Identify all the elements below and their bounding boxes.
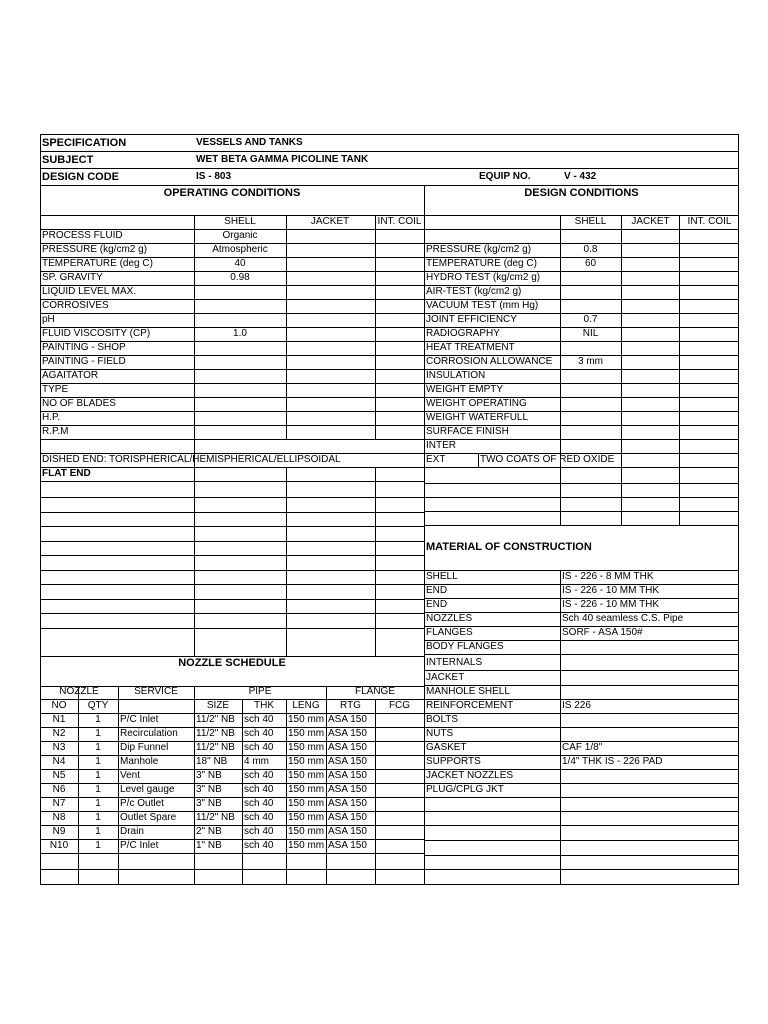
grid-line [424,727,739,728]
op-row-shell: Atmospheric [212,244,268,255]
nz-row-no: N4 [52,756,66,767]
nz-group-flange: FLANGE [354,686,395,697]
nz-row-size: 11/2" NB [196,714,235,725]
op-row-shell: 40 [234,258,246,269]
nz-row-rtg: ASA 150 [328,742,367,753]
moc-row-label: JACKET NOZZLES [426,770,514,781]
nz-row-thk: sch 40 [244,728,274,739]
grid-line [40,526,424,527]
grid-line [424,584,739,585]
ext-value: TWO COATS OF RED OXIDE [480,454,615,465]
center-divider [424,185,425,885]
grid-line [40,869,424,870]
nz-row-leng: 150 mm [288,728,325,739]
op-row-label: TEMPERATURE (deg C) [42,258,153,269]
moc-row-label: SUPPORTS [426,756,481,767]
nz-row-leng: 150 mm [288,812,325,823]
nz-row-rtg: ASA 150 [328,784,367,795]
nz-row-rtg: ASA 150 [328,728,367,739]
specification-value: VESSELS AND TANKS [196,137,303,148]
nz-row-size: 18" NB [196,756,228,767]
nz-group-service: SERVICE [134,686,178,697]
grid-line [242,699,243,885]
nz-row-size: 3" NB [196,784,222,795]
op-row-shell: 1.0 [233,328,247,339]
grid-line [424,257,739,258]
nz-row-qty: 1 [95,798,101,809]
op-row-label: NO OF BLADES [42,398,116,409]
grid-line [424,811,739,812]
op-col-int-coil: INT. COIL [377,216,422,227]
op-row-label: PROCESS FLUID [42,230,123,241]
ds-row-label: WEIGHT OPERATING [426,398,527,409]
nz-group-nozzle: NOZZLE [59,686,99,697]
ds-row-label: SURFACE FINISH [426,426,509,437]
grid-line [286,467,287,656]
moc-row-value: IS 226 [562,700,591,711]
nz-row-rtg: ASA 150 [328,826,367,837]
moc-row-label: NOZZLES [426,613,473,624]
grid-line [40,613,424,614]
subject-label: SUBJECT [42,154,94,166]
moc-row-label: INTERNALS [426,657,483,668]
grid-line [424,299,739,300]
grid-line [194,686,195,885]
ds-row-label: WEIGHT EMPTY [426,384,504,395]
grid-line [40,656,424,657]
ds-row-shell: 60 [584,258,597,269]
nz-row-thk: sch 40 [244,714,274,725]
grid-line [424,612,739,613]
moc-row-value: IS - 226 - 10 MM THK [562,585,660,596]
nz-row-leng: 150 mm [288,714,325,725]
grid-line [40,425,424,426]
nz-row-service: Vent [120,770,141,781]
moc-row-label: GASKET [426,742,467,753]
grid-line [40,713,424,714]
moc-row-label: NUTS [426,728,454,739]
grid-line [40,512,424,513]
equip-no-label: EQUIP NO. [479,171,531,182]
grid-line [326,686,327,885]
grid-line [40,453,424,454]
moc-row-label: BODY FLANGES [426,641,504,652]
ds-col-shell: SHELL [574,216,607,227]
nz-row-rtg: ASA 150 [328,840,367,851]
nz-row-no: N7 [52,798,66,809]
grid-line [424,640,739,641]
grid-line [40,584,424,585]
grid-line [40,285,424,286]
nz-row-size: 3" NB [196,798,222,809]
grid-line [424,453,739,454]
nz-row-service: Manhole [120,756,159,767]
ds-row-shell: NIL [582,328,599,339]
op-col-jacket: JACKET [310,216,350,227]
op-row-label: PAINTING - SHOP [42,342,126,353]
grid-line [40,699,424,700]
nz-row-no: N9 [52,826,66,837]
grid-line [40,355,424,356]
ds-row-shell: 0.8 [583,244,598,255]
grid-line [424,713,739,714]
grid-line [194,215,195,656]
grid-line [424,425,739,426]
grid-line [40,825,424,826]
nz-row-qty: 1 [95,812,101,823]
grid-line [478,453,479,467]
design-code-value: IS - 803 [196,171,232,182]
ds-col-int-coil: INT. COIL [687,216,732,227]
nz-col-rtg: RTG [340,700,361,711]
grid-line [40,769,424,770]
nz-col-thk: THK [254,700,274,711]
op-row-label: FLUID VISCOSITY (CP) [42,328,151,339]
grid-line [424,271,739,272]
grid-line [40,541,424,542]
nz-row-qty: 1 [95,756,101,767]
nz-row-qty: 1 [95,742,101,753]
nz-col-fcg: FCG [388,700,411,711]
ds-row-shell: 0.7 [583,314,598,325]
grid-line [424,397,739,398]
moc-row-value: SORF - ASA 150# [562,627,643,638]
nz-row-qty: 1 [95,784,101,795]
grid-line [424,670,739,671]
nz-row-qty: 1 [95,714,101,725]
divider [424,229,739,230]
grid-line [40,271,424,272]
grid-line [40,628,424,629]
grid-line [424,497,739,498]
nz-row-no: N6 [52,784,66,795]
subject-value: WET BETA GAMMA PICOLINE TANK [196,154,369,165]
nz-row-service: Recirculation [120,728,178,739]
nz-row-size: 2" NB [196,826,222,837]
specification-label: SPECIFICATION [42,137,127,149]
ds-row-label: INSULATION [426,370,486,381]
moc-row-label: SHELL [426,571,458,582]
grid-line [424,769,739,770]
grid-line [424,285,739,286]
nz-row-rtg: ASA 150 [328,770,367,781]
moc-title: MATERIAL OF CONSTRUCTION [426,541,592,553]
grid-line [424,685,739,686]
nz-row-thk: 4 mm [244,756,269,767]
moc-row-value: IS - 226 - 8 MM THK [562,571,654,582]
grid-line [424,755,739,756]
nz-row-rtg: ASA 150 [328,756,367,767]
nz-group-pipe: PIPE [248,686,272,697]
grid-line [375,215,376,440]
op-row-label: LIQUID LEVEL MAX. [42,286,137,297]
grid-line [40,599,424,600]
operating-title: OPERATING CONDITIONS [163,187,301,199]
ds-row-label: WEIGHT WATERFULL [426,412,529,423]
nz-row-thk: sch 40 [244,798,274,809]
nz-row-no: N5 [52,770,66,781]
grid-line [621,215,622,525]
grid-line [375,699,376,885]
nz-row-qty: 1 [95,770,101,781]
nz-row-leng: 150 mm [288,826,325,837]
nz-row-qty: 1 [95,840,101,851]
moc-row-value: Sch 40 seamless C.S. Pipe [562,613,684,624]
grid-line [40,783,424,784]
moc-row-label: END [426,599,448,610]
nz-row-size: 3" NB [196,770,222,781]
equip-no-value: V - 432 [564,171,597,182]
grid-line [424,483,739,484]
ext-label: EXT [426,454,446,465]
nz-row-service: Drain [120,826,144,837]
grid-line [424,855,739,856]
grid-line [560,570,561,885]
ds-row-label: PRESSURE (kg/cm2 g) [426,244,532,255]
nozzle-title: NOZZLE SCHEDULE [178,657,286,669]
grid-line [40,497,424,498]
grid-line [424,699,739,700]
op-row-label: AGAITATOR [42,370,99,381]
nz-row-rtg: ASA 150 [328,714,367,725]
grid-line [424,840,739,841]
nz-row-rtg: ASA 150 [328,798,367,809]
nz-row-thk: sch 40 [244,770,274,781]
grid-line [40,411,424,412]
nz-row-leng: 150 mm [288,784,325,795]
nz-row-rtg: ASA 150 [328,812,367,823]
grid-line [375,467,376,656]
grid-line [286,699,287,885]
grid-line [424,825,739,826]
grid-line [40,481,424,482]
nz-row-no: N8 [52,812,66,823]
nz-row-service: Level gauge [120,784,175,795]
nz-row-qty: 1 [95,728,101,739]
nz-col-no: NO [51,700,67,711]
grid-line [286,215,287,440]
grid-line [40,243,424,244]
nz-row-service: P/C Inlet [120,840,159,851]
nz-col-size: SIZE [206,700,230,711]
nz-row-service: P/C Inlet [120,714,159,725]
grid-line [40,257,424,258]
grid-line [40,853,424,854]
op-row-label: SP. GRAVITY [42,272,103,283]
ds-row-label: CORROSION ALLOWANCE [426,356,553,367]
moc-row-value: 1/4" THK IS - 226 PAD [562,756,663,767]
op-row-label: PRESSURE (kg/cm2 g) [42,244,148,255]
nz-row-service: Outlet Spare [120,812,177,823]
nz-row-leng: 150 mm [288,770,325,781]
ds-row-label: JOINT EFFICIENCY [426,314,517,325]
grid-line [560,215,561,525]
divider [40,151,739,152]
nz-row-thk: sch 40 [244,840,274,851]
grid-line [40,839,424,840]
grid-line [424,869,739,870]
grid-line [424,369,739,370]
ds-row-label: VACUUM TEST (mm Hg) [426,300,539,311]
nz-row-leng: 150 mm [288,798,325,809]
grid-line [40,741,424,742]
op-row-shell: 0.98 [230,272,250,283]
grid-line [40,369,424,370]
moc-row-value: CAF 1/8" [562,742,603,753]
grid-line [424,439,739,440]
grid-line [424,598,739,599]
inter-label: INTER [426,440,456,451]
grid-line [40,397,424,398]
ds-row-label: HYDRO TEST (kg/cm2 g) [426,272,541,283]
op-col-shell: SHELL [224,216,256,227]
grid-line [424,570,739,571]
nz-row-size: 11/2" NB [196,742,235,753]
nz-row-thk: sch 40 [244,826,274,837]
grid-line [424,355,739,356]
grid-line [424,741,739,742]
nz-row-no: N1 [52,714,66,725]
grid-line [679,215,680,525]
nz-row-service: P/c Outlet [120,798,164,809]
ds-row-label: HEAT TREATMENT [426,342,515,353]
nz-row-thk: sch 40 [244,742,274,753]
moc-row-label: FLANGES [426,627,473,638]
grid-line [118,686,119,885]
moc-row-label: JACKET [426,672,465,683]
op-row-label: R.P.M [42,426,69,437]
design-title: DESIGN CONDITIONS [524,187,639,199]
nz-row-service: Dip Funnel [120,742,169,753]
nz-row-thk: sch 40 [244,784,274,795]
grid-line [40,797,424,798]
ds-row-label: TEMPERATURE (deg C) [426,258,537,269]
grid-line [40,383,424,384]
grid-line [424,383,739,384]
nz-row-leng: 150 mm [288,840,325,851]
op-row-label: H.P. [42,412,61,423]
grid-line [424,327,739,328]
nz-row-no: N3 [52,742,66,753]
grid-line [40,313,424,314]
nz-row-leng: 150 mm [288,742,325,753]
grid-line [424,525,739,526]
design-code-label: DESIGN CODE [42,171,120,183]
nz-col-qty: QTY [87,700,109,711]
ds-row-shell: 3 mm [578,356,603,367]
nz-row-size: 11/2" NB [196,728,235,739]
grid-line [40,755,424,756]
flat-end-label: FLAT END [42,468,91,479]
grid-line [40,341,424,342]
grid-line [40,570,424,571]
nz-row-size: 1" NB [196,840,222,851]
op-row-label: PAINTING - FIELD [42,356,126,367]
grid-line [424,411,739,412]
moc-row-label: BOLTS [426,714,459,725]
nz-row-no: N10 [49,840,69,851]
nz-row-thk: sch 40 [244,812,274,823]
op-row-label: pH [42,314,55,325]
grid-line [40,686,424,687]
op-row-label: TYPE [42,384,69,395]
grid-line [40,327,424,328]
ds-col-jacket: JACKET [631,216,670,227]
dished-end-label: DISHED END: TORISPHERICAL/HEMISPHERICAL/ELLIPSOIDAL [42,454,341,465]
moc-row-label: END [426,585,448,596]
moc-row-label: PLUG/CPLG JKT [426,784,504,795]
op-row-label: CORROSIVES [42,300,109,311]
grid-line [424,341,739,342]
grid-line [424,654,739,655]
grid-line [424,783,739,784]
grid-line [424,511,739,512]
grid-line [424,626,739,627]
grid-line [40,727,424,728]
moc-row-label: REINFORCEMENT [426,700,514,711]
nz-row-no: N2 [52,728,66,739]
op-row-shell: Organic [222,230,258,241]
grid-line [424,467,739,468]
ds-row-label: RADIOGRAPHY [426,328,500,339]
nz-col-leng: LENG [292,700,320,711]
nz-row-size: 11/2" NB [196,812,235,823]
grid-line [40,555,424,556]
ds-row-label: AIR-TEST (kg/cm2 g) [426,286,522,297]
grid-line [78,686,79,885]
nz-row-leng: 150 mm [288,756,325,767]
nz-row-qty: 1 [95,826,101,837]
grid-line [424,243,739,244]
grid-line [424,313,739,314]
grid-line [424,797,739,798]
grid-line [40,467,424,468]
grid-line [40,811,424,812]
moc-row-value: IS - 226 - 10 MM THK [562,599,660,610]
divider [40,168,739,169]
grid-line [40,439,424,440]
grid-line [40,299,424,300]
moc-row-label: MANHOLE SHELL [426,686,510,697]
